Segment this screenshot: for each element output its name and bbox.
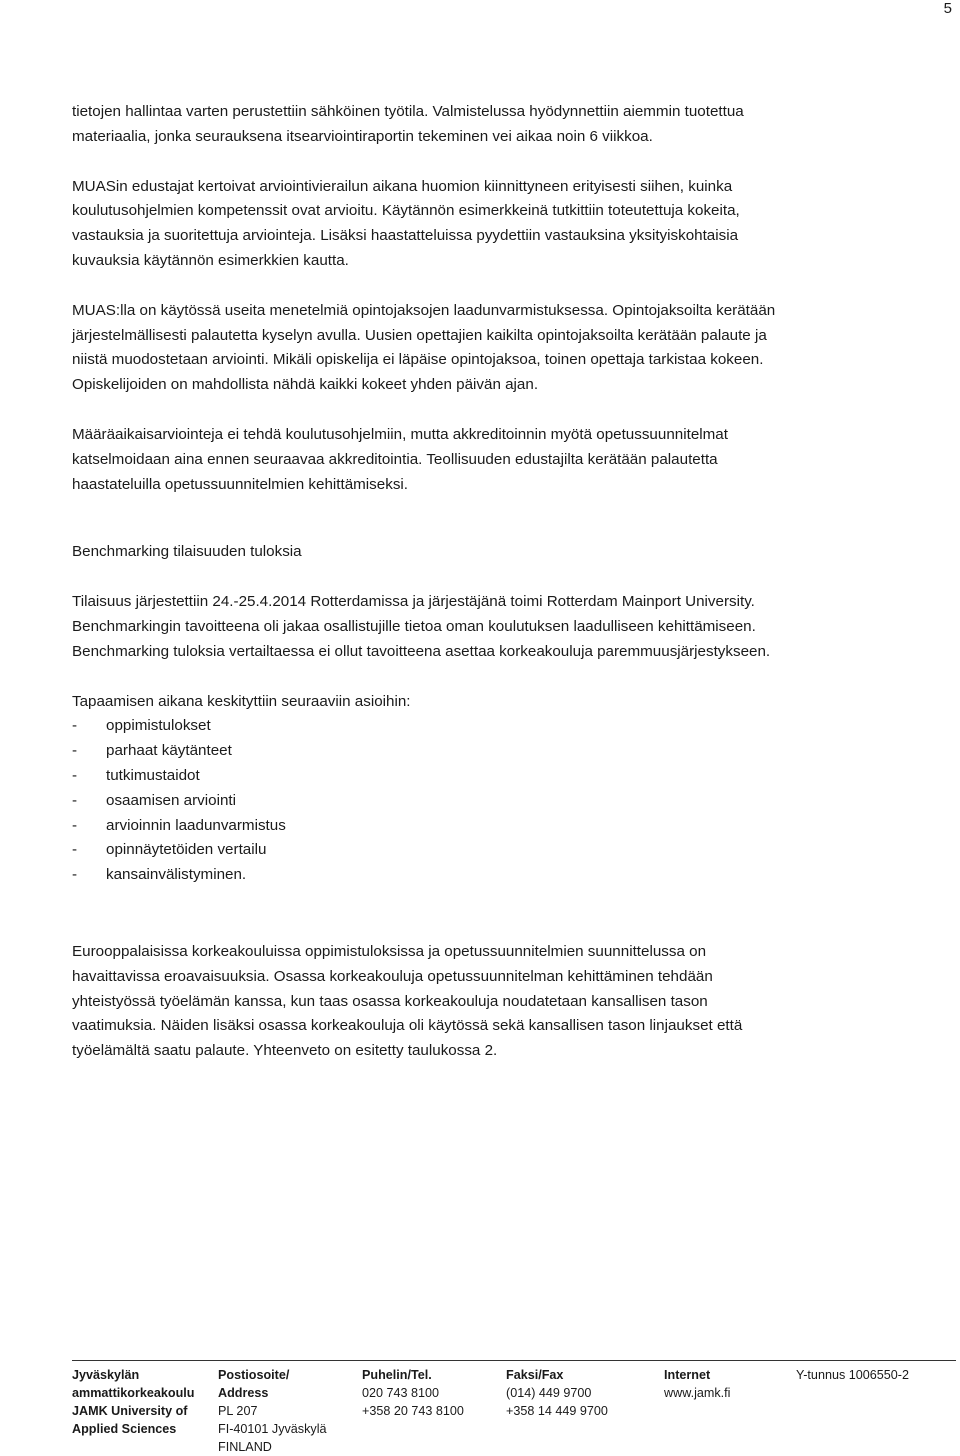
text-line: niistä muodostetaan arviointi. Mikäli opiskelija ei läpäise opintojaksoa, toinen opettaja tarkistaa kokeen. [72, 351, 764, 369]
list-item [72, 838, 932, 863]
text-line: tietojen hallintaa varten perustettiin sähköinen työtila. Valmistelussa hyödynnettiin aiemmin tuotettua [72, 103, 744, 120]
text-line: Eurooppalaisissa korkeakouluissa oppimistuloksissa ja opetussuunnitelmien suunnittelussa on [72, 942, 707, 960]
footer-divider [72, 1360, 956, 1361]
text-line: Tilaisuus järjestettiin 24.-25.4.2014 Rotterdamissa ja järjestäjänä toimi Rotterdam Mainport University. [72, 593, 755, 611]
footer-address [218, 1366, 327, 1456]
footer-text: +358 14 449 9700 [506, 1404, 608, 1418]
text-line: vaatimuksia. Näiden lisäksi osassa korkeakouluja oli käytössä sekä kansallisen tason linjaukset että [72, 1017, 743, 1035]
text-line: haastateluilla opetussuunnitelmien kehittämiseksi. [72, 475, 409, 493]
list-item-text: arvioinnin laadunvarmistus [106, 816, 286, 834]
footer-business-id [796, 1366, 909, 1384]
footer-text: (014) 449 9700 [506, 1386, 592, 1400]
list-item-text: tutkimustaidot [106, 766, 200, 784]
list-item [72, 739, 932, 764]
list-item [72, 863, 932, 888]
list-dash: - [72, 742, 78, 760]
list-item-text: kansainvälistyminen. [106, 866, 247, 884]
footer-text: 020 743 8100 [362, 1386, 440, 1400]
text-line: Benchmarkingin tavoitteena oli jakaa osallistujille tietoa oman koulutuksen laadulliseen kehittämiseen. [72, 617, 756, 635]
footer-link[interactable]: www.jamk.fi [664, 1386, 731, 1400]
document-body [72, 100, 932, 1089]
footer-label: Faksi/Fax [506, 1368, 564, 1382]
footer-label: Internet [664, 1368, 711, 1382]
text-line: järjestelmällisesti palautetta kyselyn avulla. Uusien opettajien kaikilta opintojaksoilta kerätään palaute ja [72, 326, 767, 344]
text-line: materiaalia, jonka seurauksena itsearviointiraportin tekeminen vei aikaa noin 6 viikkoa. [72, 127, 653, 145]
footer-text: Jyväskylän [72, 1368, 140, 1382]
text-line: Benchmarking tuloksia vertailtaessa ei ollut tavoitteena asettaa korkeakouluja paremmuusjärjestykseen. [72, 642, 771, 660]
list-item-text: osaamisen arviointi [106, 791, 236, 809]
footer-text: ammattikorkeakoulu [72, 1386, 195, 1400]
text-line: havaittavissa eroavaisuuksia. Osassa korkeakouluja opetussuunnitelman kehittäminen tehdään [72, 967, 713, 985]
text-line: vastauksia ja suoritettuja arviointeja. Lisäksi haastatteluissa pyydettiin vastauksina yksityiskohtaisia [72, 227, 739, 245]
text-line: MUAS:lla on käytössä useita menetelmiä opintojaksojen laadunvarmistuksessa. Opintojaksoilta kerätään [72, 301, 776, 319]
list-dash: - [72, 766, 78, 784]
list-dash: - [72, 841, 78, 859]
list-item-text: opinnäytetöiden vertailu [106, 841, 267, 859]
footer-text: PL 207 [218, 1404, 258, 1418]
footer-text: Applied Sciences [72, 1422, 177, 1436]
list-item [72, 789, 932, 814]
footer-text: FINLAND [218, 1440, 272, 1454]
page-number: 5 [943, 0, 952, 17]
section-heading: Benchmarking tilaisuuden tuloksia [72, 543, 302, 561]
footer-text: FI-40101 Jyväskylä [218, 1422, 327, 1436]
paragraph-work-space [72, 100, 932, 150]
footer-text: +358 20 743 8100 [362, 1404, 464, 1418]
footer-phone [362, 1366, 464, 1420]
list-item-text: oppimistulokset [106, 717, 211, 735]
footer-text: JAMK University of [72, 1404, 188, 1418]
footer-label: Puhelin/Tel. [362, 1368, 432, 1382]
text-line: kuvauksia käytännön esimerkkien kautta. [72, 251, 349, 269]
paragraph-benchmark-event [72, 590, 932, 664]
text-line: työelämältä saatu palaute. Yhteenveto on esitetty taulukossa 2. [72, 1042, 498, 1060]
text-line: yhteistyössä työelämän kanssa, kun taas osassa korkeakouluja noudatetaan kansallisen tason [72, 992, 708, 1010]
list-intro: Tapaamisen aikana keskityttiin seuraaviin asioihin: [72, 692, 411, 710]
footer-institution [72, 1366, 194, 1438]
paragraph-quality-assurance [72, 299, 932, 398]
paragraph-summary [72, 940, 932, 1064]
paragraph-evaluation-visit [72, 175, 932, 274]
footer-text: Y-tunnus 1006550-2 [796, 1368, 909, 1382]
list-dash: - [72, 717, 78, 735]
text-line: katselmoidaan aina ennen seuraavaa akkreditointia. Teollisuuden edustajilta kerätään palautetta [72, 450, 718, 468]
footer-label: Postiosoite/ [218, 1368, 290, 1382]
list-dash: - [72, 791, 78, 809]
footer-label: Address [218, 1386, 269, 1400]
list-item-text: parhaat käytänteet [106, 742, 232, 760]
list-dash: - [72, 816, 78, 834]
list-item [72, 814, 932, 839]
paragraph-periodic-evaluation [72, 423, 932, 497]
text-line: Opiskelijoiden on mahdollista nähdä kaikki kokeet yhden päivän ajan. [72, 376, 539, 394]
list-item [72, 764, 932, 789]
topic-list [72, 714, 932, 888]
text-line: koulutusohjelmien kompetenssit ovat arvioitu. Käytännön esimerkkeinä tutkittiin toteutettuja kokeita, [72, 202, 740, 220]
list-item [72, 714, 932, 739]
footer-internet [664, 1366, 730, 1402]
footer-fax [506, 1366, 608, 1420]
list-dash: - [72, 866, 78, 884]
text-line: MUASin edustajat kertoivat arviointivierailun aikana huomion kiinnittyneen erityisesti siihen, kuinka [72, 177, 733, 195]
text-line: Määräaikaisarviointeja ei tehdä koulutusohjelmiin, mutta akkreditoinnin myötä opetussuunnitelmat [72, 425, 728, 443]
